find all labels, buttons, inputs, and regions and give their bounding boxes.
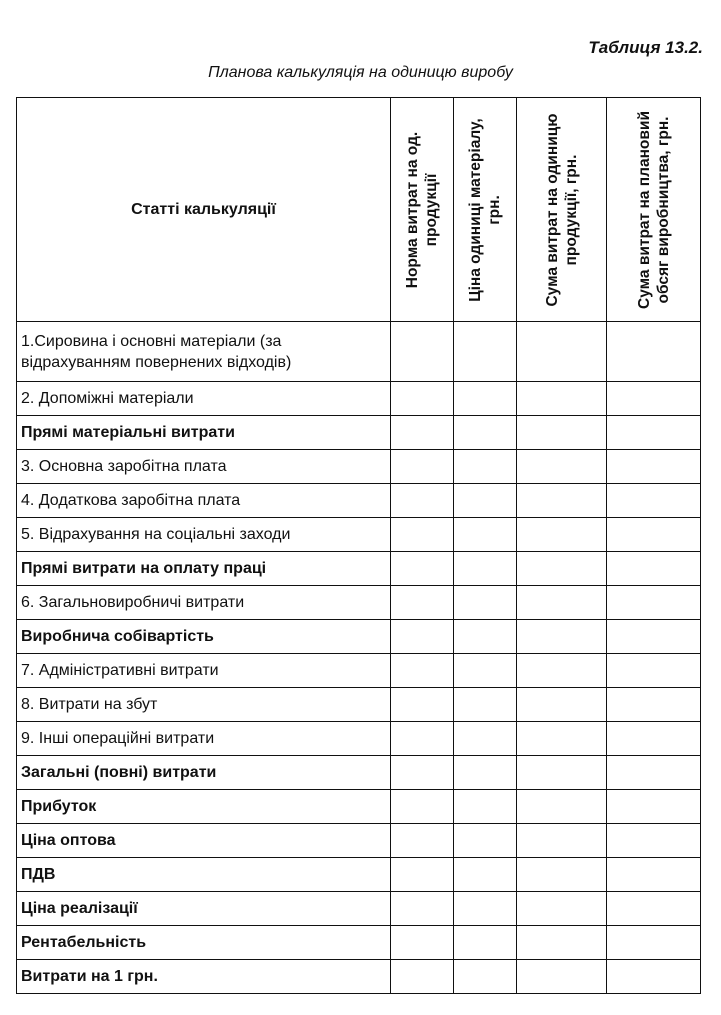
table-row [17, 756, 701, 790]
empty-value-cell [391, 790, 454, 824]
empty-value-cell [517, 926, 607, 960]
cost-item-label: 5. Відрахування на соціальні заходи [17, 518, 391, 552]
empty-value-cell [454, 416, 517, 450]
table-row [17, 416, 701, 450]
empty-value-cell [517, 756, 607, 790]
empty-value-cell [391, 484, 454, 518]
empty-value-cell [454, 790, 517, 824]
cost-item-label: 2. Допоміжні матеріали [17, 382, 391, 416]
empty-value-cell [517, 518, 607, 552]
cost-item-label: ПДВ [17, 858, 391, 892]
empty-value-cell [454, 722, 517, 756]
table-row [17, 892, 701, 926]
table-row [17, 586, 701, 620]
table-row [17, 450, 701, 484]
cost-item-label: Прямі матеріальні витрати [17, 416, 391, 450]
empty-value-cell [607, 688, 701, 722]
empty-value-cell [517, 586, 607, 620]
cost-item-label: Загальні (повні) витрати [17, 756, 391, 790]
empty-value-cell [517, 892, 607, 926]
empty-value-cell [454, 654, 517, 688]
column-header-articles: Статті калькуляції [17, 98, 391, 322]
table-row [17, 518, 701, 552]
empty-value-cell [607, 620, 701, 654]
empty-value-cell [607, 586, 701, 620]
table-row [17, 858, 701, 892]
empty-value-cell [391, 858, 454, 892]
cost-item-label: Ціна оптова [17, 824, 391, 858]
empty-value-cell [517, 484, 607, 518]
table-header-row [17, 98, 701, 322]
empty-value-cell [607, 790, 701, 824]
table-row [17, 688, 701, 722]
empty-value-cell [454, 688, 517, 722]
table-row [17, 654, 701, 688]
column-header-sum-per-unit: Сума витрат на одиницю продукції, грн. [517, 98, 607, 322]
empty-value-cell [607, 722, 701, 756]
empty-value-cell [454, 586, 517, 620]
empty-value-cell [517, 382, 607, 416]
empty-value-cell [607, 926, 701, 960]
cost-item-label: Рентабельність [17, 926, 391, 960]
table-row [17, 382, 701, 416]
empty-value-cell [607, 960, 701, 994]
empty-value-cell [517, 552, 607, 586]
table-row [17, 926, 701, 960]
table-row [17, 552, 701, 586]
empty-value-cell [517, 450, 607, 484]
table-row [17, 620, 701, 654]
empty-value-cell [454, 382, 517, 416]
empty-value-cell [517, 688, 607, 722]
empty-value-cell [607, 382, 701, 416]
empty-value-cell [517, 322, 607, 382]
cost-item-label: Виробнича собівартість [17, 620, 391, 654]
table-body [17, 322, 701, 994]
empty-value-cell [454, 620, 517, 654]
cost-item-label: Прямі витрати на оплату праці [17, 552, 391, 586]
cost-item-label: 8. Витрати на збут [17, 688, 391, 722]
table-row [17, 322, 701, 382]
empty-value-cell [607, 518, 701, 552]
table-row [17, 790, 701, 824]
empty-value-cell [517, 654, 607, 688]
empty-value-cell [607, 892, 701, 926]
empty-value-cell [607, 552, 701, 586]
empty-value-cell [517, 416, 607, 450]
empty-value-cell [391, 552, 454, 586]
empty-value-cell [391, 960, 454, 994]
cost-item-label: Ціна реалізації [17, 892, 391, 926]
empty-value-cell [454, 926, 517, 960]
empty-value-cell [454, 518, 517, 552]
empty-value-cell [454, 824, 517, 858]
empty-value-cell [607, 756, 701, 790]
empty-value-cell [454, 322, 517, 382]
column-header-sum-plan-volume: Сума витрат на плановий обсяг виробництва, грн. [607, 98, 701, 322]
table-row [17, 484, 701, 518]
table-row [17, 722, 701, 756]
empty-value-cell [454, 858, 517, 892]
empty-value-cell [454, 450, 517, 484]
empty-value-cell [517, 620, 607, 654]
empty-value-cell [391, 926, 454, 960]
table-caption: Планова калькуляція на одиницю виробу [208, 64, 513, 81]
cost-item-label: 1.Сировина і основні матеріали (за відрахуванням повернених відходів) [17, 322, 391, 382]
cost-item-label: 3. Основна заробітна плата [17, 450, 391, 484]
cost-item-label: 7. Адміністративні витрати [17, 654, 391, 688]
empty-value-cell [454, 552, 517, 586]
empty-value-cell [517, 824, 607, 858]
empty-value-cell [454, 960, 517, 994]
empty-value-cell [607, 858, 701, 892]
empty-value-cell [607, 322, 701, 382]
cost-item-label: 6. Загальновиробничі витрати [17, 586, 391, 620]
empty-value-cell [391, 382, 454, 416]
empty-value-cell [517, 960, 607, 994]
empty-value-cell [517, 790, 607, 824]
table-number-label: Таблиця 13.2. [588, 38, 703, 57]
cost-item-label: 9. Інші операційні витрати [17, 722, 391, 756]
empty-value-cell [391, 518, 454, 552]
empty-value-cell [391, 416, 454, 450]
empty-value-cell [391, 722, 454, 756]
empty-value-cell [391, 620, 454, 654]
empty-value-cell [391, 450, 454, 484]
empty-value-cell [517, 858, 607, 892]
empty-value-cell [607, 416, 701, 450]
column-header-unit-price: Ціна одиниці матеріалу, грн. [454, 98, 517, 322]
column-header-norm: Норма витрат на од. продукції [391, 98, 454, 322]
empty-value-cell [607, 450, 701, 484]
empty-value-cell [607, 824, 701, 858]
cost-item-label: Витрати на 1 грн. [17, 960, 391, 994]
empty-value-cell [607, 654, 701, 688]
empty-value-cell [454, 484, 517, 518]
empty-value-cell [391, 654, 454, 688]
empty-value-cell [391, 756, 454, 790]
cost-item-label: 4. Додаткова заробітна плата [17, 484, 391, 518]
empty-value-cell [454, 892, 517, 926]
empty-value-cell [517, 722, 607, 756]
empty-value-cell [391, 824, 454, 858]
table-row [17, 960, 701, 994]
cost-item-label: Прибуток [17, 790, 391, 824]
empty-value-cell [391, 586, 454, 620]
empty-value-cell [607, 484, 701, 518]
empty-value-cell [391, 322, 454, 382]
empty-value-cell [391, 688, 454, 722]
table-row [17, 824, 701, 858]
empty-value-cell [391, 892, 454, 926]
costing-table [16, 97, 701, 994]
empty-value-cell [454, 756, 517, 790]
